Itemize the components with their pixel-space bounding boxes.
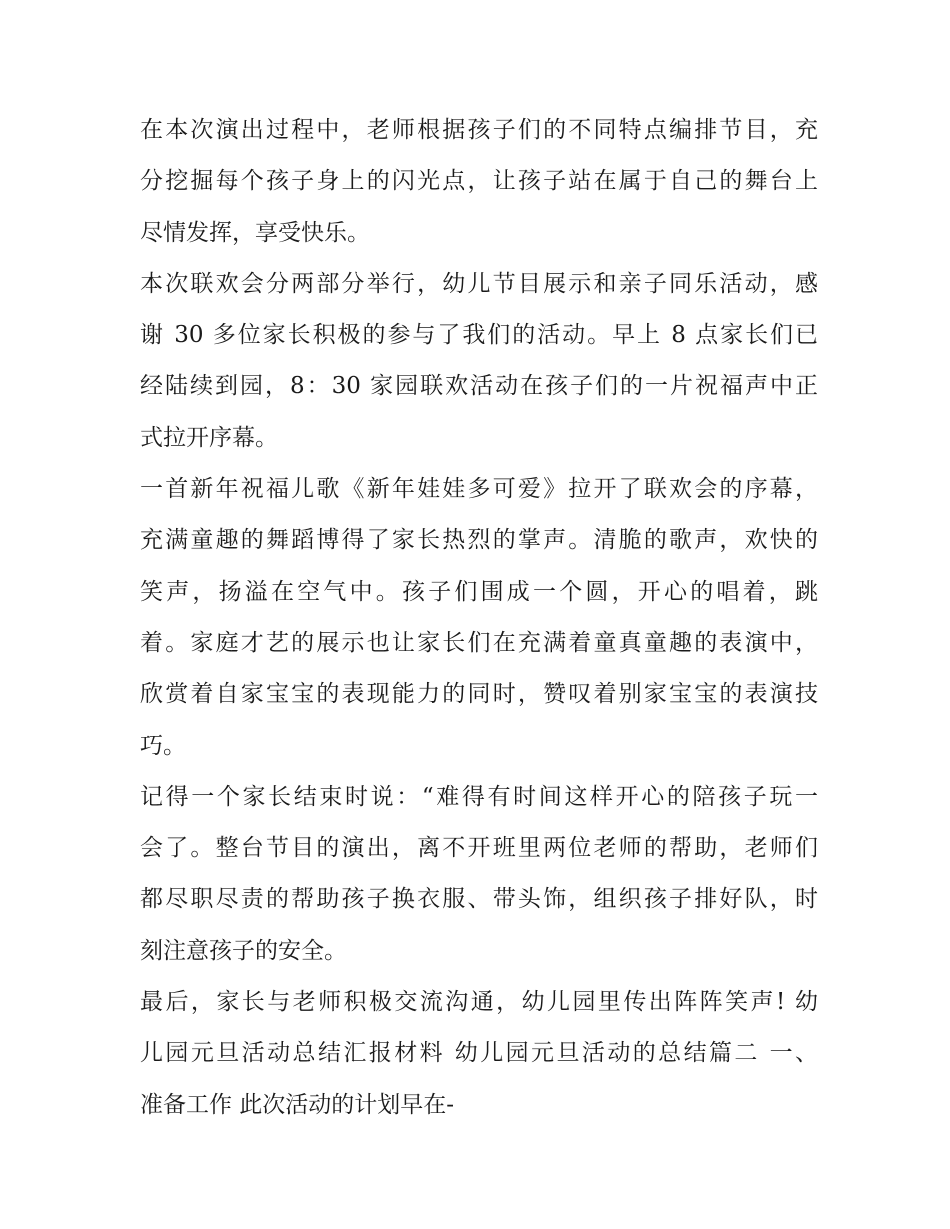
- text-line: 经陆续到园，8：30 家园联欢活动在孩子们的一片祝福声中正: [140, 373, 818, 400]
- text-line: 笑声，扬溢在空气中。孩子们围成一个圆，开心的唱着，跳: [140, 578, 818, 605]
- text-line: 一首新年祝福儿歌《新年娃娃多可爱》拉开了联欢会的序幕，: [140, 476, 818, 503]
- document-body: [140, 105, 818, 1131]
- text-line: 都尽职尽责的帮助孩子换衣服、带头饰，组织孩子排好队，时: [140, 886, 818, 913]
- paragraph-4: [140, 772, 818, 977]
- text-line: 准备工作 此次活动的计划早在-: [140, 1091, 455, 1118]
- text-line: 刻注意孩子的安全。: [140, 937, 347, 964]
- text-line: 欣赏着自家宝宝的表现能力的同时，赞叹着别家宝宝的表演技: [140, 681, 818, 708]
- text-line: 分挖掘每个孩子身上的闪光点，让孩子站在属于自己的舞台上: [140, 168, 818, 195]
- text-line: 巧。: [140, 732, 186, 759]
- text-line: 会了。整台节目的演出，离不开班里两位老师的帮助，老师们: [140, 835, 818, 862]
- text-line: 谢 30 多位家长积极的参与了我们的活动。早上 8 点家长们已: [140, 322, 818, 349]
- text-line: 尽情发挥，享受快乐。: [140, 219, 370, 246]
- text-line: 式拉开序幕。: [140, 424, 278, 451]
- paragraph-2: [140, 259, 818, 464]
- text-line: 最后，家长与老师积极交流沟通，幼儿园里传出阵阵笑声! 幼: [140, 989, 818, 1016]
- paragraph-1: [140, 105, 818, 259]
- paragraph-3: [140, 464, 818, 772]
- text-line: 着。家庭才艺的展示也让家长们在充满着童真童趣的表演中，: [140, 629, 818, 656]
- text-line: 充满童趣的舞蹈博得了家长热烈的掌声。清脆的歌声，欢快的: [140, 527, 818, 554]
- paragraph-5: [140, 977, 818, 1131]
- text-line: 在本次演出过程中，老师根据孩子们的不同特点编排节目，充: [140, 117, 818, 143]
- text-line: 儿园元旦活动总结汇报材料 幼儿园元旦活动的总结篇二 一、: [140, 1040, 818, 1067]
- text-line: 本次联欢会分两部分举行，幼儿节目展示和亲子同乐活动，感: [140, 270, 818, 297]
- text-line: 记得一个家长结束时说：“难得有时间这样开心的陪孩子玩一: [140, 783, 818, 810]
